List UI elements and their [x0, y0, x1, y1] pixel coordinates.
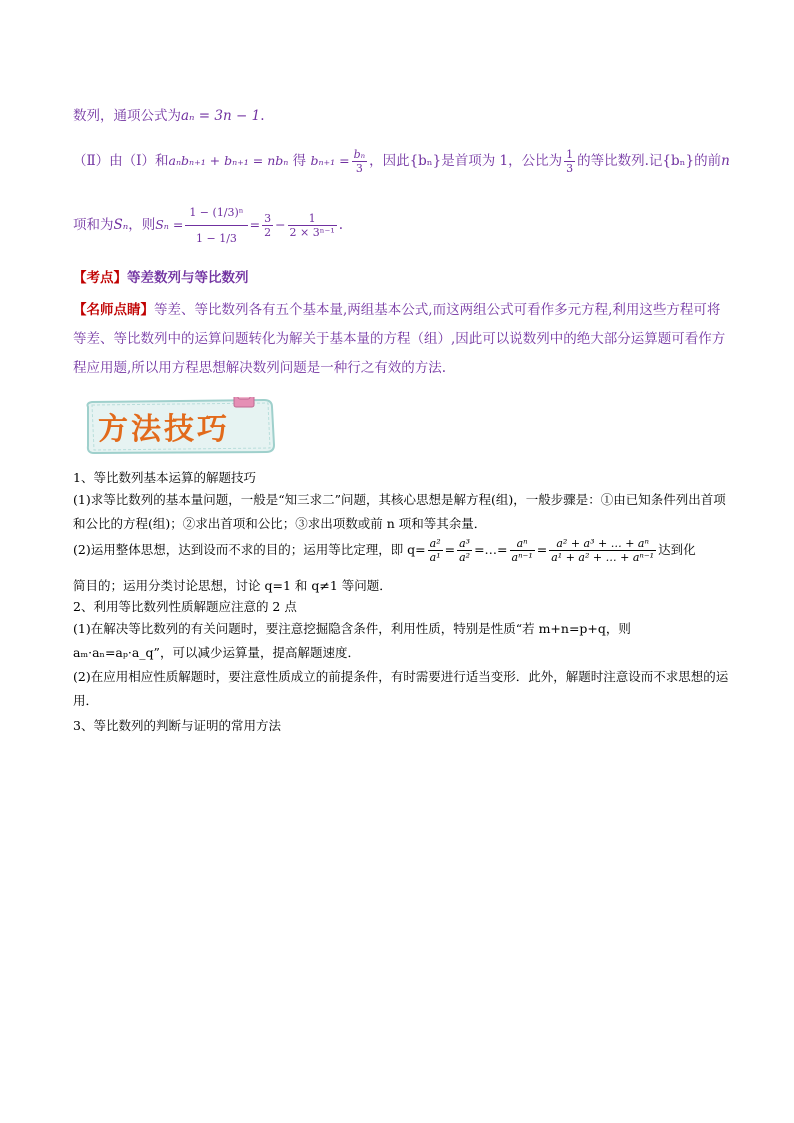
- banner-graphic: [84, 397, 278, 455]
- text: (2)运用整体思想，达到设而不求的目的；运用等比定理，即 q=: [73, 542, 426, 557]
- period: .: [338, 217, 344, 233]
- section-2-p2: (2)在应用相应性质解题时，要注意性质成立的前提条件，有时需要进行适当变形．此外，解题时注意设而不求思想的运用．: [73, 669, 729, 708]
- denominator: 3: [355, 162, 363, 175]
- text: 数列，通项公式为: [73, 108, 181, 124]
- numerator: 1: [566, 148, 574, 161]
- section-2-title: 2、利用等比数列性质解题应注意的 2 点: [73, 599, 297, 614]
- mingshi-paragraph: [73, 296, 729, 383]
- denominator: 2 × 3ⁿ⁻¹: [289, 226, 335, 239]
- section-1-title: 1、等比数列基本运算的解题技巧: [73, 470, 256, 485]
- kaodian-text: 等差数列与等比数列: [127, 270, 249, 286]
- kaodian-line: [73, 268, 249, 288]
- numerator: 3: [264, 212, 272, 225]
- part-2-line: [73, 148, 730, 175]
- clip-icon: [234, 397, 254, 407]
- section-2-p1: (1)在解决等比数列的有关问题时，要注意挖掘隐含条件，利用性质，特别是性质“若 m+n=p+q，则 aₘ·aₙ=aₚ·a_q”，可以减少运算量，提高解题速度．: [73, 621, 631, 660]
- n-var: n: [721, 153, 730, 169]
- big-fraction: [185, 200, 247, 251]
- fraction-a3-a2: [457, 537, 472, 564]
- fraction-remainder: [288, 212, 337, 239]
- numerator: bₙ: [353, 148, 366, 161]
- ratio-fraction: [564, 148, 575, 175]
- numerator: a³: [459, 537, 471, 550]
- text: 得: [288, 153, 311, 169]
- sn-var: Sₙ: [113, 217, 129, 233]
- part-2-label: （Ⅱ）由（Ⅰ）和: [73, 153, 169, 169]
- section-1-p1: (1)求等比数列的基本量问题，一般是“知三求二”问题，其核心思想是解方程(组)，一般步骤是：①由已知条件列出首项和公比的方程(组)；②求出首项和公比；③求出项数或前 n 项和等其余量．: [73, 492, 726, 531]
- numerator: a²: [429, 537, 441, 550]
- fraction-bn-over-3: [352, 148, 368, 175]
- numerator: a² + a³ + … + aⁿ: [549, 537, 656, 551]
- text: ，则: [128, 217, 156, 233]
- dots: =…=: [474, 542, 508, 557]
- minus: −: [275, 217, 286, 232]
- section-3-title: 3、等比数列的判断与证明的常用方法: [73, 718, 281, 733]
- general-term-formula: aₙ = 3n − 1: [181, 108, 261, 124]
- numerator: 1 − (1/3)ⁿ: [185, 200, 247, 226]
- section-1-p2-cont: 简目的；运用分类讨论思想，讨论 q=1 和 q≠1 等问题．: [73, 578, 392, 593]
- section-1-p2: (2)运用整体思想，达到设而不求的目的；运用等比定理，即 q= $\frac{\text{a²}}{\text{a¹}}$ = $\frac{\text{a³}}{\text{a²}}$ =…= $\frac{\text{aⁿ}}{\text{aⁿ⁻¹}}$ = $\frac{\text{a² + a³ + … + aⁿ}}{\text{a¹ + a² + … + aⁿ⁻¹}}$ 达到化: [73, 537, 696, 564]
- denominator: a¹ + a² + … + aⁿ⁻¹: [551, 551, 655, 564]
- text: 的等比数列.记{bₙ}的前: [577, 153, 722, 169]
- banner-title: 方法技巧: [98, 412, 230, 447]
- period: .: [260, 108, 265, 124]
- mingshi-text: 等差、等比数列各有五个基本量,两组基本公式,而这两组公式可看作多元方程,利用这些方程可将等差、等比数列中的运算问题转化为解关于基本量的方程（组）,因此可以说数列中的绝大部分运算题可看作方程应用题,所以用方程思想解决数列问题是一种行之有效的方法.: [73, 302, 726, 376]
- denominator: aⁿ⁻¹: [511, 551, 533, 564]
- sum-formula-line: [73, 200, 343, 251]
- denominator: a¹: [429, 551, 441, 564]
- recurrence-formula: aₙbₙ₊₁ + bₙ₊₁ = nbₙ: [168, 153, 289, 168]
- text: 达到化: [658, 542, 696, 557]
- b-next-formula: bₙ₊₁ =: [310, 153, 350, 168]
- denominator: 1 − 1/3: [195, 232, 237, 245]
- mingshi-label: 【名师点睛】: [73, 302, 154, 318]
- fraction-a2-a1: [428, 537, 443, 564]
- fraction-an: [510, 537, 535, 564]
- denominator: a²: [459, 551, 471, 564]
- formula-line-1: [73, 106, 264, 126]
- numerator: 1: [288, 212, 337, 226]
- sn-formula: Sₙ =: [155, 217, 184, 232]
- numerator: aⁿ: [510, 537, 535, 551]
- fraction-3-2: [262, 212, 273, 239]
- fraction-sum: [549, 537, 656, 564]
- denominator: 3: [566, 162, 574, 175]
- equals: =: [249, 217, 261, 232]
- text: 项和为: [73, 217, 114, 233]
- text: ，因此{bₙ}是首项为 1，公比为: [369, 153, 563, 169]
- kaodian-label: 【考点】: [73, 270, 127, 286]
- denominator: 2: [264, 226, 272, 239]
- method-banner: [84, 397, 278, 455]
